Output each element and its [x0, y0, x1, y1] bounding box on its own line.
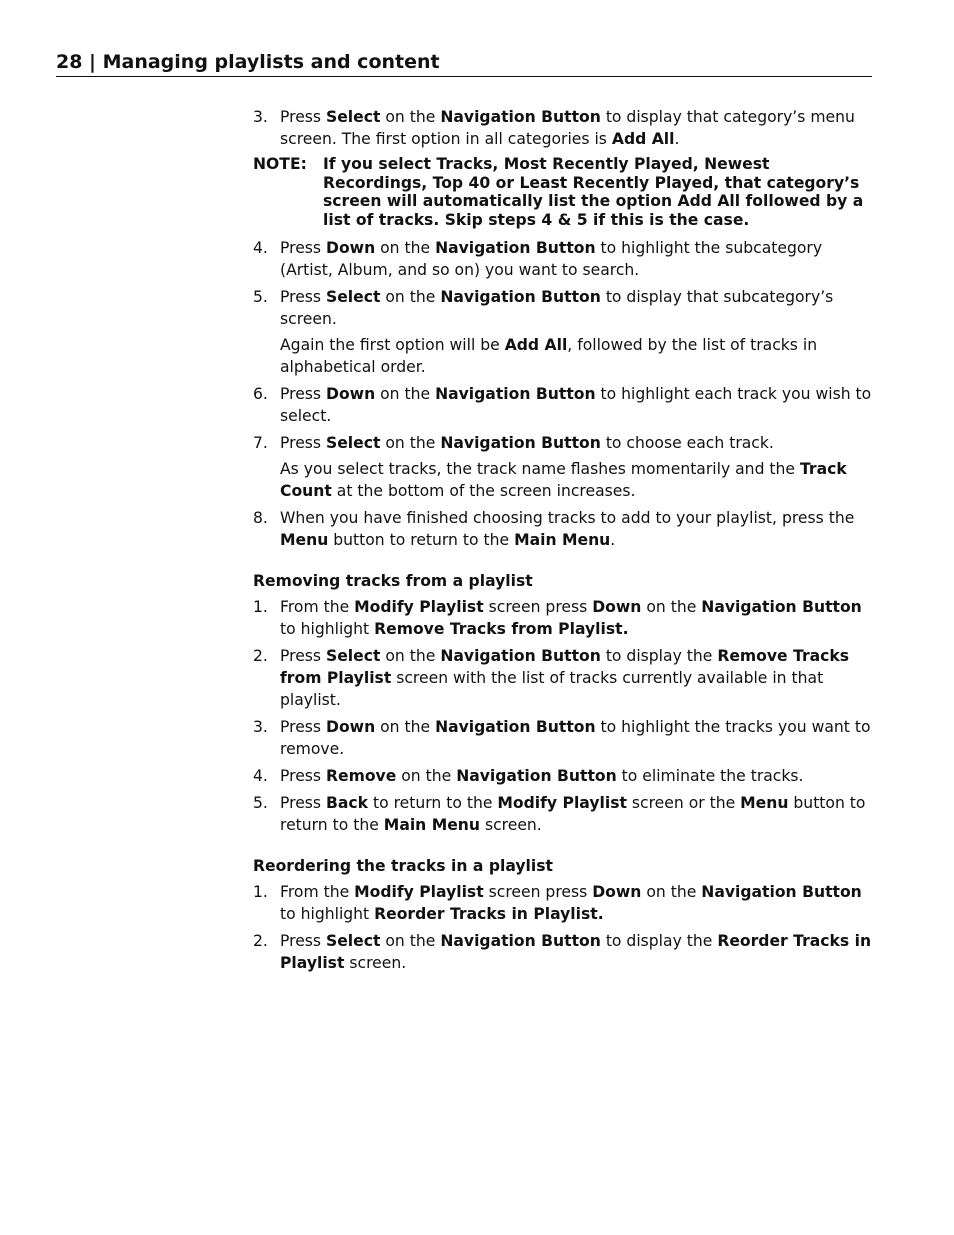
step-text: Press Down on the Navigation Button to highlight each track you wish to select.: [280, 385, 872, 426]
list-item: [253, 645, 875, 711]
step-note: As you select tracks, the track name flashes momentarily and the Track Count at the bottom of the screen increases.: [280, 460, 847, 501]
steps-list-a: [253, 106, 875, 150]
steps-list-b: [253, 237, 875, 551]
step-number: 4.: [253, 767, 268, 786]
manual-content: [253, 106, 875, 979]
step-number: 6.: [253, 385, 268, 404]
step-text: Press Select on the Navigation Button to display that category’s menu screen. The first option in all categories is Add All.: [280, 108, 855, 148]
list-item: [253, 237, 875, 281]
step-number: 2.: [253, 647, 268, 666]
step-text: Press Select on the Navigation Button to display the Remove Tracks from Playlist screen with the list of tracks currently available in that playlist.: [280, 647, 850, 710]
list-item: [253, 792, 875, 836]
note-text: If you select Tracks, Most Recently Played, Newest Recordings, Top 40 or Least Recently Played, that category’s screen will automatically list the option Add All followed by a list of tracks. Skip steps 4 & 5 if this is the case.: [323, 155, 864, 229]
step-text: Press Down on the Navigation Button to highlight the tracks you want to remove.: [280, 718, 871, 759]
step-number: 8.: [253, 509, 268, 528]
step-text: Press Back to return to the Modify Playlist screen or the Menu button to return to the Main Menu screen.: [280, 794, 866, 835]
step-number: 4.: [253, 239, 268, 258]
list-item: [253, 765, 875, 787]
list-item: [253, 432, 875, 502]
list-item: [253, 930, 875, 974]
step-text: Press Select on the Navigation Button to display that subcategory’s screen.: [280, 288, 834, 329]
step-text: From the Modify Playlist screen press Down on the Navigation Button to highlight Reorder Tracks in Playlist.: [280, 883, 862, 924]
step-text: From the Modify Playlist screen press Down on the Navigation Button to highlight Remove Tracks from Playlist.: [280, 598, 862, 639]
step-number: 7.: [253, 434, 268, 453]
step-text: Press Remove on the Navigation Button to eliminate the tracks.: [280, 767, 804, 786]
step-number: 3.: [253, 718, 268, 737]
step-note: Again the first option will be Add All, followed by the list of tracks in alphabetical order.: [280, 336, 818, 377]
step-number: 3.: [253, 108, 268, 126]
section-heading-remove: Removing tracks from a playlist: [253, 572, 533, 591]
note-block: [253, 155, 875, 229]
list-item: [253, 383, 875, 427]
step-text: Press Down on the Navigation Button to highlight the subcategory (Artist, Album, and so on) you want to search.: [280, 239, 823, 280]
section-heading-reorder: Reordering the tracks in a playlist: [253, 857, 553, 876]
step-number: 2.: [253, 932, 268, 951]
note-label: NOTE:: [253, 155, 307, 173]
steps-list-remove: [253, 596, 875, 836]
list-item: [253, 286, 875, 378]
list-item: [253, 881, 875, 925]
steps-list-reorder: [253, 881, 875, 974]
page-header: 28 | Managing playlists and content: [56, 50, 872, 77]
list-item: [253, 596, 875, 640]
step-number: 5.: [253, 288, 268, 307]
list-item: [253, 106, 875, 150]
step-text: Press Select on the Navigation Button to display the Reorder Tracks in Playlist screen.: [280, 932, 872, 973]
list-item: [253, 716, 875, 760]
step-number: 1.: [253, 883, 268, 902]
step-text: When you have finished choosing tracks to add to your playlist, press the Menu button to return to the Main Menu.: [280, 509, 855, 550]
step-number: 1.: [253, 598, 268, 617]
list-item: [253, 507, 875, 551]
step-number: 5.: [253, 794, 268, 813]
step-text: Press Select on the Navigation Button to choose each track.: [280, 434, 774, 453]
